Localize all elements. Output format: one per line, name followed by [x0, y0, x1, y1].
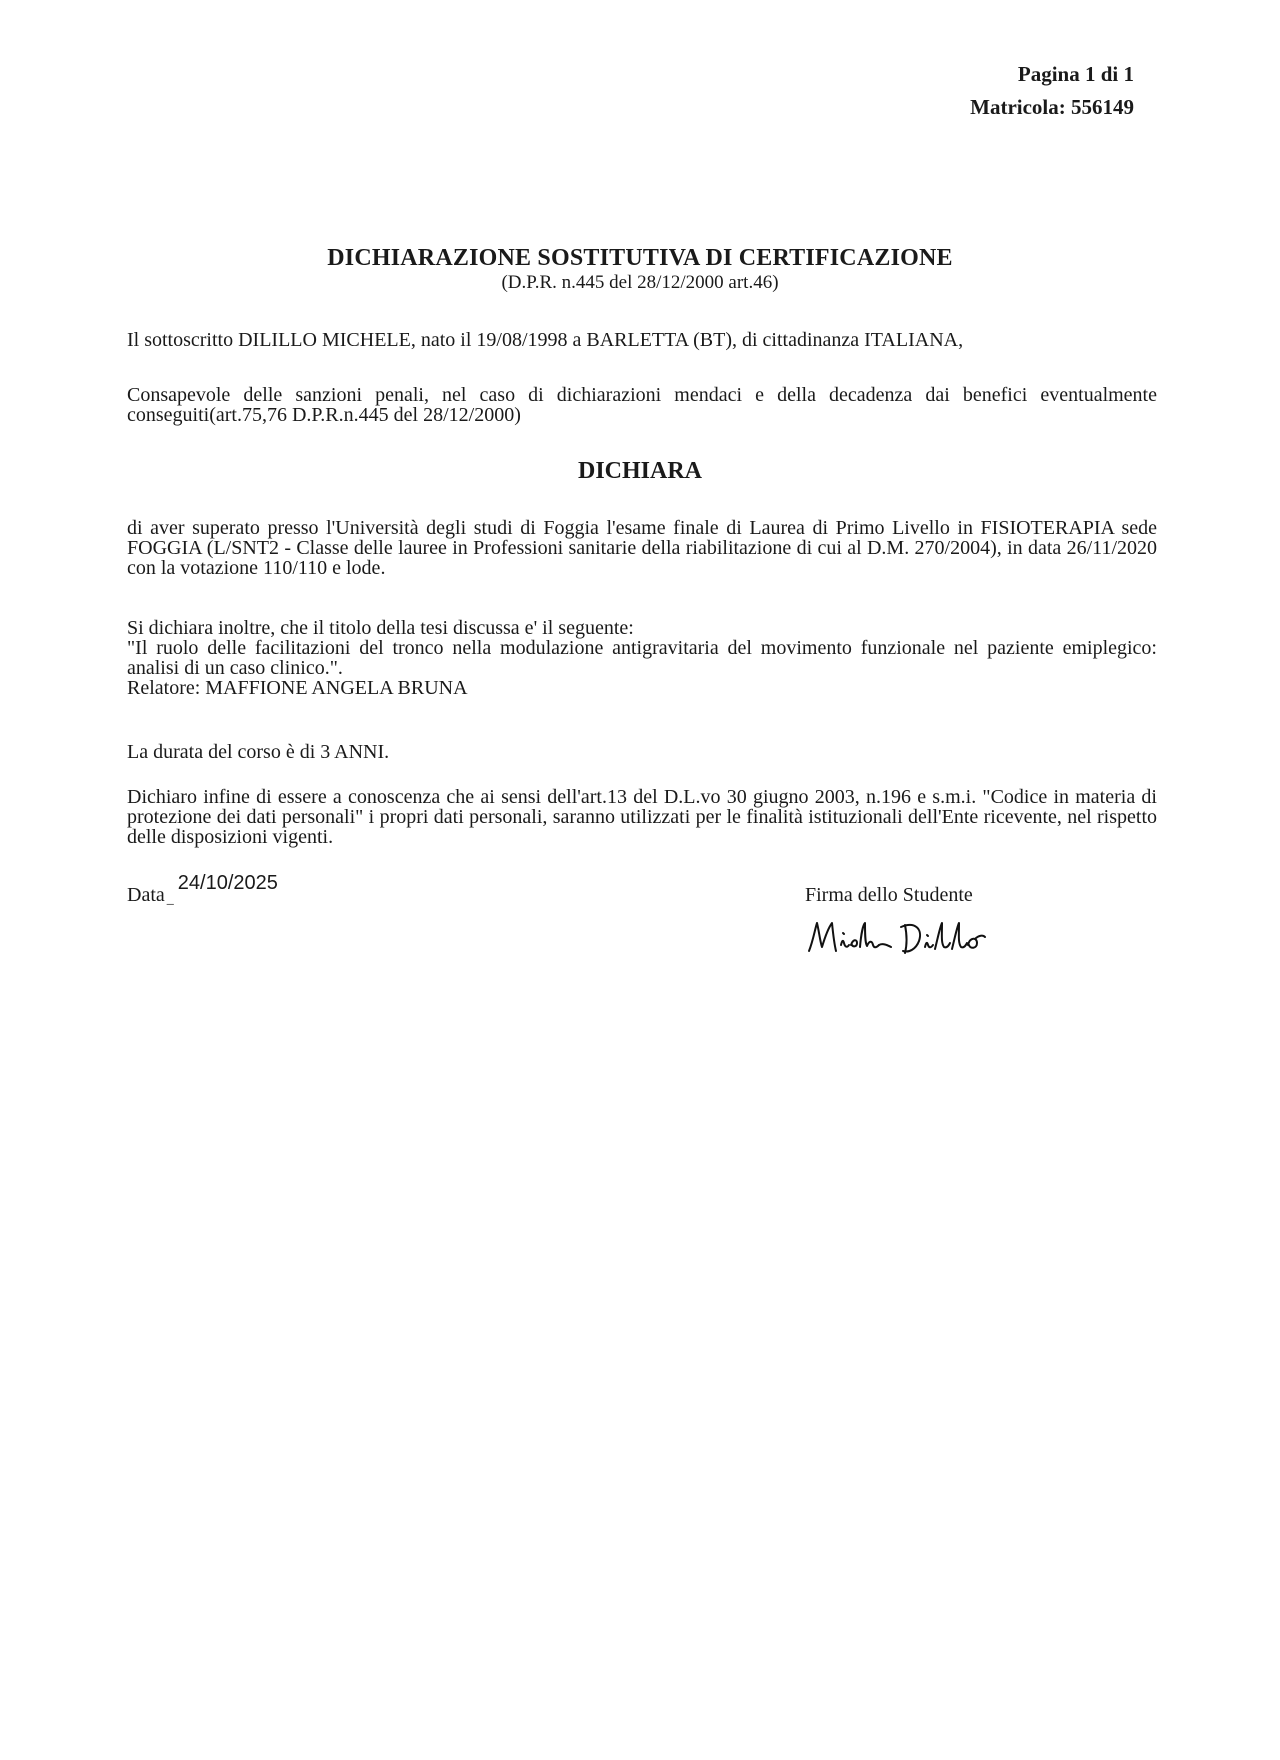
- signature-block: [805, 884, 995, 959]
- date-row: [127, 872, 278, 907]
- declares-heading: DICHIARA: [577, 458, 702, 484]
- privacy-paragraph: Dichiaro infine di essere a conoscenza che ai sensi dell'art.13 del D.L.vo 30 giugno 2003, n.196 e s.m.i. "Codice in materia di protezione dei dati personali" i propri dati personali, saranno utilizzati per le finalità istituzionali dell'Ente ricevente, nel rispetto delle disposizioni vigenti.: [127, 786, 1157, 848]
- title-block: [0, 244, 1280, 294]
- document-title: DICHIARAZIONE SOSTITUTIVA DI CERTIFICAZIONE: [327, 245, 953, 271]
- matricola-number: Matricola: 556149: [970, 95, 1134, 119]
- degree-paragraph: di aver superato presso l'Università degli studi di Foggia l'esame finale di Laurea di Primo Livello in FISIOTERAPIA sede FOGGIA (L/SNT2 - Classe delle lauree in Professioni sanitarie della riabilitazione di cui al D.M. 270/2004), in data 26/11/2020 con la votazione 110/110 e lode.: [127, 517, 1157, 579]
- thesis-title: "Il ruolo delle facilitazioni del tronco nella modulazione antigravitaria del movimento funzionale nel paziente emiplegico: analisi di un caso clinico.".: [127, 637, 1157, 679]
- awareness-paragraph: Consapevole delle sanzioni penali, nel caso di dichiarazioni mendaci e della decadenza dai benefici eventualmente conseguiti(art.75,76 D.P.R.n.445 del 28/12/2000): [127, 384, 1157, 426]
- signature-label: Firma dello Studente: [805, 884, 973, 906]
- duration-paragraph: La durata del corso è di 3 ANNI.: [127, 741, 390, 763]
- date-label: Data: [127, 884, 165, 906]
- declarant-paragraph: Il sottoscritto DILILLO MICHELE, nato il 19/08/1998 a BARLETTA (BT), di cittadinanza ITALIANA,: [127, 329, 964, 351]
- document-subtitle: (D.P.R. n.445 del 28/12/2000 art.46): [501, 272, 779, 293]
- date-value: 24/10/2025: [177, 872, 278, 894]
- thesis-paragraph: [127, 618, 1157, 698]
- page-number: Pagina 1 di 1: [1017, 62, 1134, 86]
- page-header: [970, 58, 1134, 124]
- handwritten-signature: [805, 915, 995, 959]
- date-underscore: _: [166, 892, 174, 907]
- thesis-intro: Si dichiara inoltre, che il titolo della tesi discussa e' il seguente:: [127, 617, 634, 639]
- thesis-supervisor: Relatore: MAFFIONE ANGELA BRUNA: [127, 677, 468, 699]
